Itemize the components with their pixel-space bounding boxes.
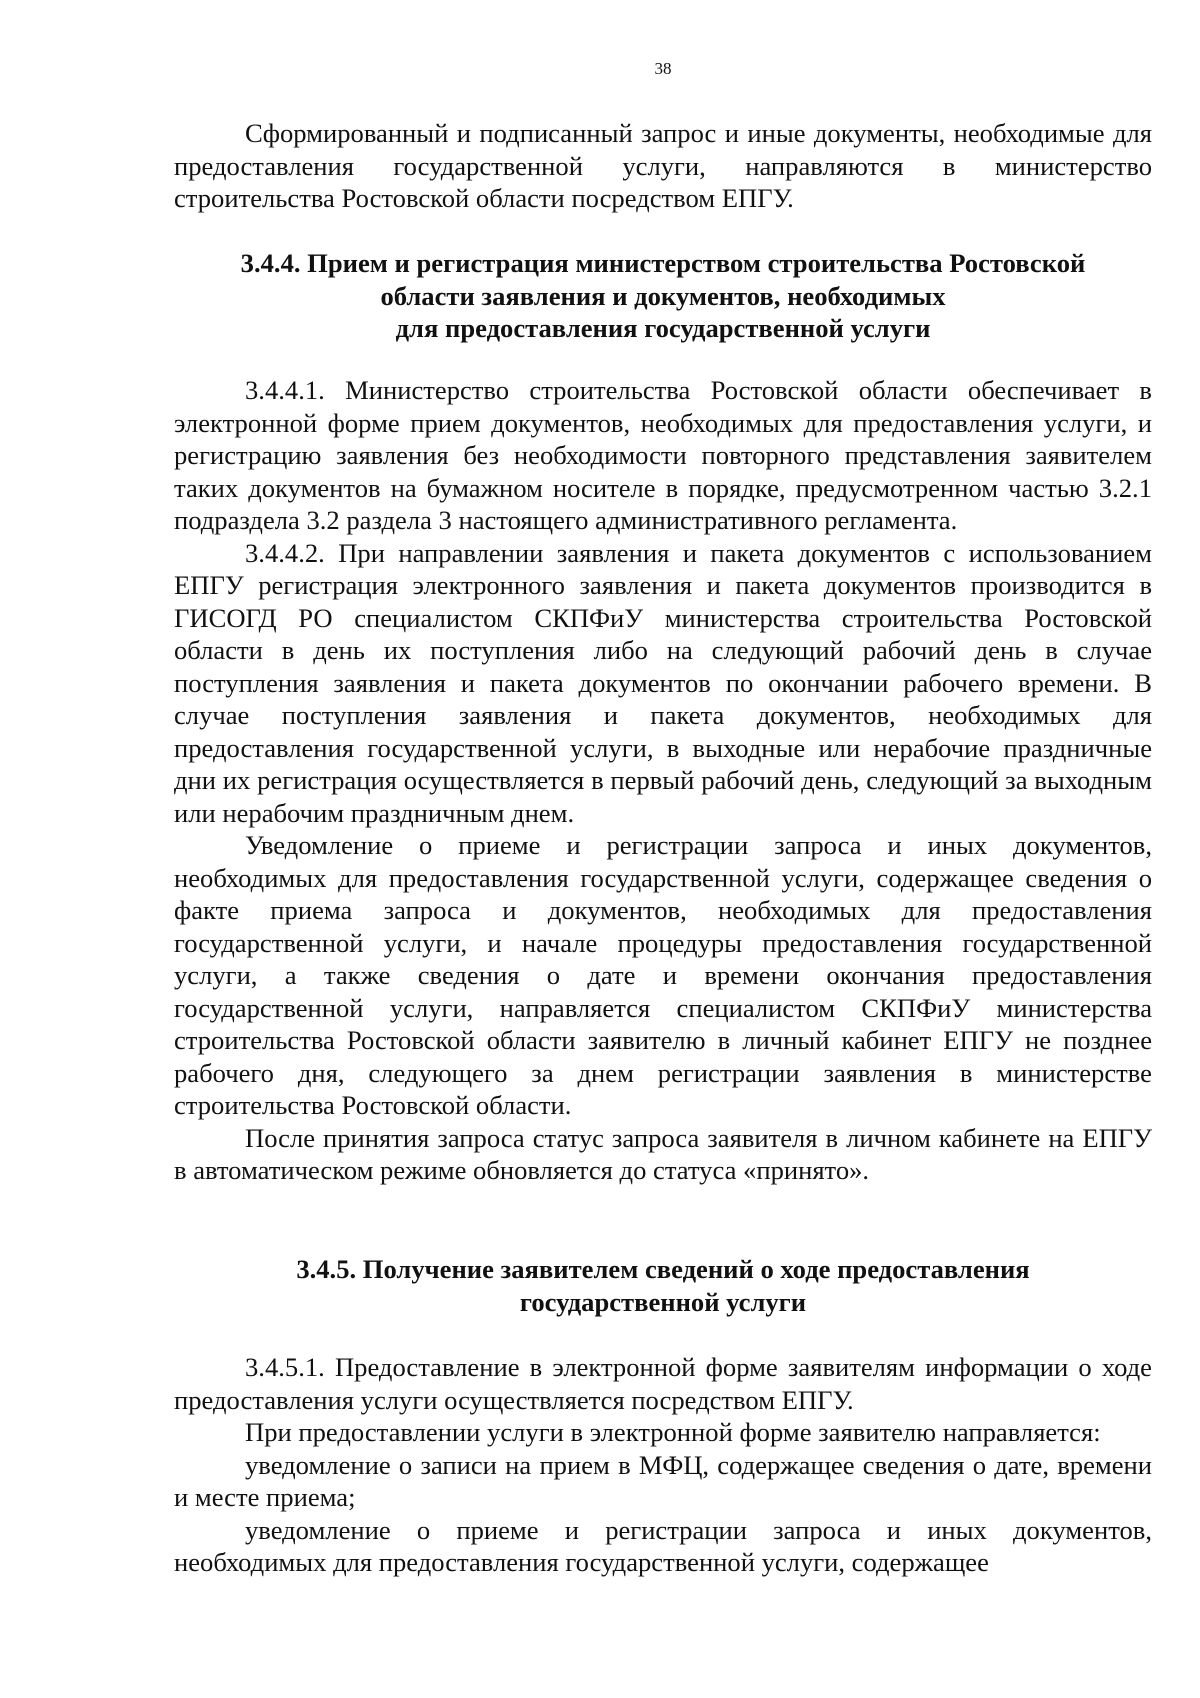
- paragraph-notification: Уведомление о приеме и регистрации запроса и иных документов, необходимых для предоставления государственной услуги, содержащее сведения о факте приема запроса и документов, необходимых для предоставления государственной услуги, и начале процедуры предоставления государственной услуги, а также сведения о дате и времени окончания предоставления государственной услуги, направляется специалистом СКПФиУ министерства строительства Ростовской области заявителю в личный кабинет ЕПГУ не позднее рабочего дня, следующего за днем регистрации заявления в министерстве строительства Ростовской области.: [174, 830, 1152, 1120]
- section-344-body: [174, 374, 1152, 1187]
- page-number: 38: [654, 59, 672, 78]
- section-345-body: [174, 1351, 1152, 1579]
- paragraph-electronic-form: При предоставлении услуги в электронной форме заявителю направляется:: [245, 1417, 1101, 1447]
- paragraph-status: После принятия запроса статус запроса заявителя в личном кабинете на ЕПГУ в автоматическом режиме обновляется до статуса «принято».: [174, 1122, 1152, 1185]
- section-344-heading: [174, 247, 1152, 345]
- section-345-heading: [174, 1253, 1152, 1318]
- intro-paragraph: Сформированный и подписанный запрос и иные документы, необходимые для предоставления государственной услуги, направляются в министерство строительства Ростовской области посредством ЕПГУ.: [174, 118, 1152, 213]
- section-345-heading-line-2: государственной услуги: [519, 1286, 807, 1317]
- paragraph-3442: 3.4.4.2. При направлении заявления и пакета документов с использованием ЕПГУ регистрация электронного заявления и пакета документов производится в ГИСОГД РО специалистом СКПФиУ министерства строительства Ростовской области в день их поступления либо на следующий рабочий день в случае поступления заявления и пакета документов по окончании рабочего времени. В случае поступления заявления и пакета документов, необходимых для предоставления государственной услуги, в выходные или нерабочие праздничные дни их регистрация осуществляется в первый рабочий день, следующий за выходным или нерабочим праздничным днем.: [174, 537, 1152, 828]
- section-344-heading-line-1: 3.4.4. Прием и регистрация министерством строительства Ростовской: [240, 248, 1086, 278]
- paragraph-appointment-notice: уведомление о записи на прием в МФЦ, содержащее сведения о дате, времени и месте приема;: [174, 1449, 1152, 1512]
- section-345-heading-line-1: 3.4.5. Получение заявителем сведений о ходе предоставления: [296, 1254, 1030, 1284]
- paragraph-3441: 3.4.4.1. Министерство строительства Ростовской области обеспечивает в электронной форме прием документов, необходимых для предоставления услуги, и регистрацию заявления без необходимости повторного представления заявителем таких документов на бумажном носителе в порядке, предусмотренном частью 3.2.1 подраздела 3.2 раздела 3 настоящего административного регламента.: [174, 375, 1152, 535]
- section-344-heading-line-2: области заявления и документов, необходимых: [380, 280, 946, 311]
- intro-block: [174, 117, 1152, 215]
- paragraph-receipt-notice: уведомление о приеме и регистрации запроса и иных документов, необходимых для предоставления государственной услуги, содержащее: [174, 1514, 1152, 1577]
- section-344-heading-line-3: для предоставления государственной услуги: [395, 313, 931, 343]
- paragraph-3451: 3.4.5.1. Предоставление в электронной форме заявителям информации о ходе предоставления услуги осуществляется посредством ЕПГУ.: [174, 1352, 1152, 1415]
